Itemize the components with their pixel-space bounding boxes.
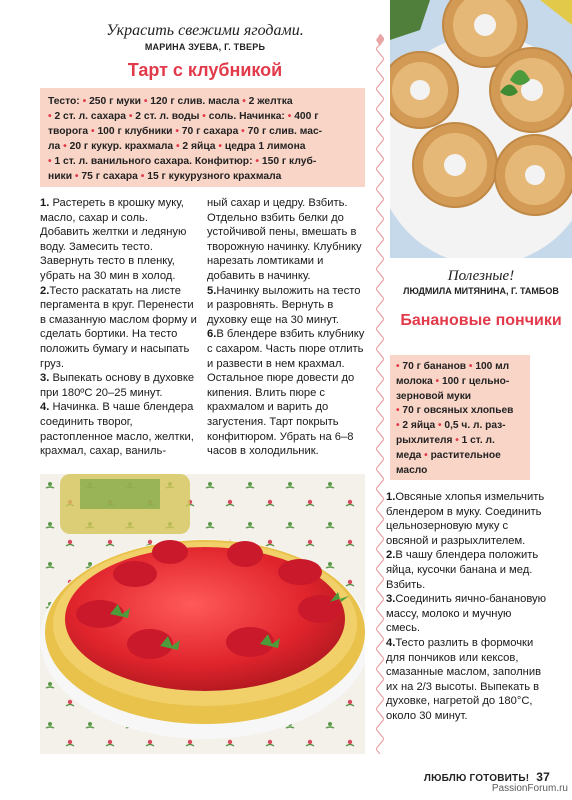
tart-ingredients-box bbox=[40, 88, 365, 187]
ingredient-line bbox=[396, 419, 524, 434]
ingredient-line bbox=[48, 124, 357, 139]
tart-title: Тарт с клубникой bbox=[127, 60, 283, 80]
recipe-step bbox=[207, 196, 367, 284]
ingredient-line bbox=[396, 404, 524, 419]
recipe-step bbox=[386, 490, 546, 548]
magazine-name: ЛЮБЛЮ ГОТОВИТЬ! bbox=[423, 773, 530, 784]
ingredient-text: 1 ст. л. bbox=[458, 434, 495, 446]
donuts-image bbox=[390, 0, 572, 258]
ingredient-text: 100 г клубники bbox=[94, 126, 176, 137]
step-number: 3. bbox=[40, 372, 50, 385]
donuts-ingredients bbox=[396, 360, 524, 478]
step-text: Начинку выложить на тесто и разровнять. Вернуть в духовку еще на 30 минут. bbox=[207, 284, 361, 326]
bullet: • bbox=[175, 126, 179, 137]
recipe-step bbox=[207, 327, 367, 458]
tart-author: МАРИНА ЗУЕВА, Г. ТВЕРЬ bbox=[144, 42, 266, 52]
bullet: • bbox=[218, 141, 223, 152]
donuts-ingredients-box bbox=[390, 355, 530, 480]
ingredient-text: 15 г кукурузного крахмала bbox=[144, 171, 282, 182]
bullet: • bbox=[63, 141, 67, 152]
bullet: • bbox=[455, 434, 459, 446]
donuts-author bbox=[390, 286, 572, 297]
ingredient-line bbox=[48, 139, 357, 154]
step-number: 4. bbox=[40, 401, 50, 414]
step-number: 5. bbox=[207, 284, 217, 297]
step-number: 2. bbox=[40, 284, 50, 297]
recipe-step bbox=[207, 284, 367, 328]
ingredient-text: 250 г муки bbox=[86, 96, 144, 107]
ingredient-line bbox=[48, 169, 357, 184]
donuts-kicker: Полезные! bbox=[447, 268, 515, 284]
ingredient-text: цедра 1 лимона bbox=[222, 141, 306, 152]
bullet: • bbox=[255, 156, 259, 167]
bullet: • bbox=[241, 126, 245, 137]
donuts-title bbox=[390, 312, 572, 329]
step-text: Овсяные хлопья измельчить блендером в муку. Соединить цельнозерновую муку с овсяной и разрыхлителем. bbox=[386, 491, 545, 547]
recipe-step bbox=[386, 592, 546, 636]
bullet: • bbox=[435, 375, 440, 387]
ingredient-line bbox=[396, 464, 524, 479]
bullet: • bbox=[74, 171, 79, 182]
step-text: Растереть в крошку муку, масло, сахар и соль. Добавить желтки и ледяную воду. Замесить тесто. Завернуть тесто в пленку, убрать на 30 мин в холод. bbox=[40, 197, 187, 282]
ingredient-text: 100 мл bbox=[472, 361, 510, 372]
ingredient-text: 0,5 ч. л. раз- bbox=[441, 420, 506, 432]
ingredient-text: 120 г слив. масла bbox=[147, 96, 243, 107]
bullet: • bbox=[242, 96, 246, 107]
tart-steps-column-1 bbox=[40, 196, 200, 459]
ingredient-text: 2 яйца bbox=[399, 420, 438, 432]
ingredient-text: соль. Начинка: bbox=[205, 111, 288, 122]
ingredient-text: ла bbox=[48, 141, 64, 152]
bullet: • bbox=[438, 420, 442, 432]
ingredient-text: 70 г слив. мас- bbox=[244, 126, 323, 137]
tart-image bbox=[40, 474, 365, 754]
step-text: В чашу блендера положить яйца, кусочки банана и мед. Взбить. bbox=[386, 549, 539, 591]
bullet: • bbox=[48, 111, 52, 122]
ingredient-text: 400 г bbox=[291, 111, 319, 122]
ingredient-text: меда bbox=[396, 449, 425, 461]
step-number: 2. bbox=[386, 549, 396, 562]
tart-ingredients bbox=[48, 94, 357, 184]
step-number: 4. bbox=[386, 636, 396, 649]
bullet: • bbox=[140, 171, 145, 182]
step-text: В блендере взбить клубнику с сахаром. Часть пюре отлить и развести в нем крахмал. Остальное пюре довести до кипения. Влить пюре с крахмалом и варить до загустения. Тарт покрыть конфитюром. Убрать на 6–8 часов в холодильник. bbox=[207, 328, 365, 458]
ingredient-text: 20 г кукур. крахмала bbox=[66, 141, 176, 152]
decorative-divider bbox=[376, 34, 384, 754]
step-text: Соединить яично-банановую массу, молоко и мучную смесь. bbox=[386, 593, 547, 635]
bullet: • bbox=[128, 111, 133, 122]
step-text: Тесто раскатать на листе пергамента в круг. Перенести в смазанную маслом форму и сделать бортики. На тесто положить бумагу и насыпать груз. bbox=[40, 284, 197, 370]
recipe-step bbox=[40, 284, 200, 372]
tart-kicker: Украсить свежими ягодами. bbox=[106, 22, 304, 39]
ingredient-text: 2 яйца bbox=[179, 141, 219, 152]
ingredient-line bbox=[396, 360, 524, 375]
bullet: • bbox=[424, 449, 428, 461]
step-text: ный сахар и цедру. Взбить. Отдельно взбить белки до устойчивой пены, вмешать в творожную начинку. Клубнику нарезать ломтиками и добавить в начинку. bbox=[207, 197, 362, 282]
ingredient-text: 2 ст. л. воды bbox=[132, 111, 203, 122]
step-text: Тесто разлить в формочки для пончиков или кексов, смазанные маслом, заполнив их на 2/3 высоты. Выпекать в духовке, нагретой до 180°С, около 30 минут. bbox=[386, 636, 542, 722]
page-number: 37 bbox=[536, 770, 550, 784]
ingredient-text: 2 желтка bbox=[245, 96, 293, 107]
ingredient-text: творога bbox=[48, 126, 91, 137]
recipe-step bbox=[40, 371, 200, 400]
ingredient-line bbox=[48, 109, 357, 124]
bullet: • bbox=[202, 111, 206, 122]
bullet: • bbox=[396, 420, 400, 432]
ingredient-line bbox=[396, 390, 524, 405]
ingredient-text: зерновой муки bbox=[396, 390, 472, 402]
ingredient-text: 100 г цельно- bbox=[439, 375, 510, 387]
ingredient-line bbox=[48, 154, 357, 169]
ingredient-text: молока bbox=[396, 375, 436, 387]
step-text: Выпекать основу в духовке при 180ºС 20–25 минут. bbox=[40, 372, 195, 399]
step-number: 6. bbox=[207, 328, 217, 341]
recipe-step bbox=[386, 636, 546, 724]
ingredient-text: масло bbox=[396, 464, 428, 476]
step-number: 1. bbox=[386, 491, 396, 503]
recipe-step bbox=[40, 196, 200, 284]
step-number: 1. bbox=[40, 197, 50, 209]
ingredient-text: Тесто: bbox=[48, 96, 83, 107]
step-number: 3. bbox=[386, 593, 396, 606]
ingredient-text: рыхлителя bbox=[396, 434, 456, 446]
bullet: • bbox=[396, 405, 400, 417]
ingredient-line bbox=[396, 375, 524, 390]
step-text: Начинка. В чаше блендера соединить творог, растопленное масло, желтки, крахмал, сахар, ваниль- bbox=[40, 401, 194, 458]
ingredient-text: растительное bbox=[427, 449, 501, 461]
donuts-author-text: ЛЮДМИЛА МИТЯНИНА, Г. ТАМБОВ bbox=[403, 286, 559, 296]
ingredient-text: 75 г сахара bbox=[78, 171, 141, 182]
ingredient-line bbox=[48, 94, 357, 109]
ingredient-text: 70 г бананов bbox=[399, 361, 469, 372]
recipe-step bbox=[386, 548, 546, 592]
bullet: • bbox=[175, 141, 180, 152]
recipe-step bbox=[40, 400, 200, 458]
watermark: PassionForum.ru bbox=[491, 783, 568, 794]
bullet: • bbox=[287, 111, 292, 122]
ingredient-text: ники bbox=[48, 171, 75, 182]
bullet: • bbox=[48, 156, 52, 167]
ingredient-text: 1 ст. л. ванильного сахара. Конфитюр: bbox=[51, 156, 256, 167]
ingredient-text: 2 ст. л. сахара bbox=[51, 111, 129, 122]
donuts-title-text: Банановые пончики bbox=[400, 312, 562, 329]
ingredient-text: 150 г клуб- bbox=[259, 156, 317, 167]
page-footer bbox=[424, 770, 550, 784]
ingredient-line bbox=[396, 449, 524, 464]
donuts-photo bbox=[390, 0, 572, 258]
bullet: • bbox=[82, 96, 87, 107]
tart-photo bbox=[40, 474, 365, 754]
ingredient-text: 70 г овсяных хлопьев bbox=[399, 405, 514, 417]
bullet: • bbox=[468, 361, 473, 372]
tart-steps-column-2 bbox=[207, 196, 367, 459]
bullet: • bbox=[396, 361, 400, 372]
donuts-steps-column bbox=[386, 490, 546, 724]
ingredient-line bbox=[396, 434, 524, 449]
bullet: • bbox=[90, 126, 95, 137]
bullet: • bbox=[143, 96, 148, 107]
ingredient-text: 70 г сахара bbox=[178, 126, 242, 137]
